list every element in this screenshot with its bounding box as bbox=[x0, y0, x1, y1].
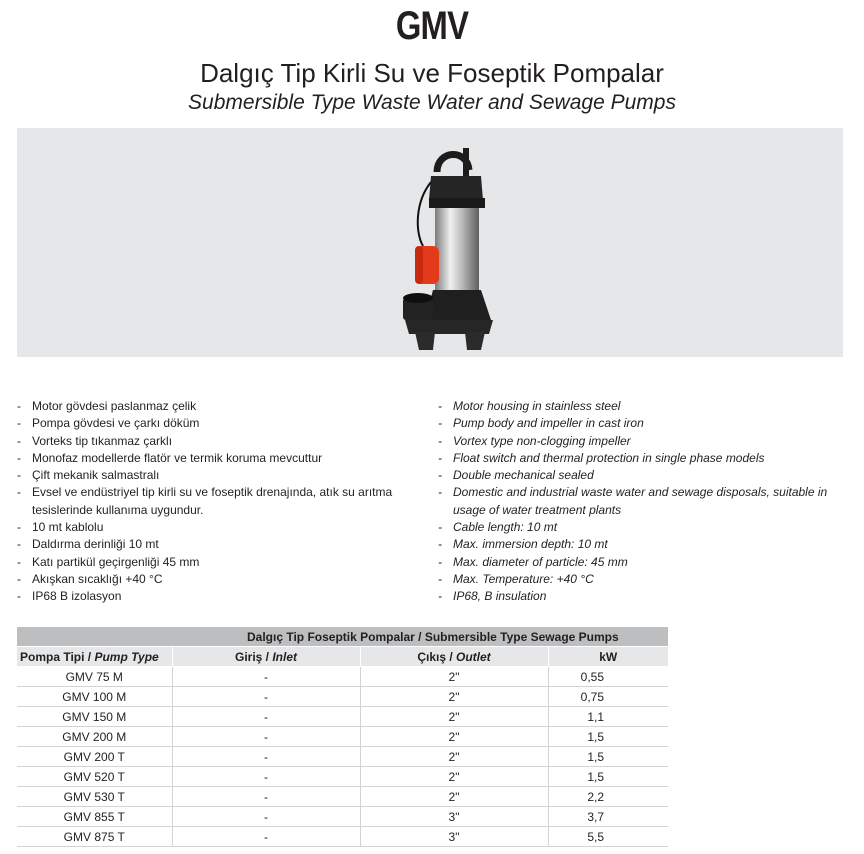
cell-kw: 3,7 bbox=[548, 807, 668, 827]
feature-item: - Motor housing in stainless steel bbox=[437, 398, 847, 415]
feature-item: - Daldırma derinliği 10 mt bbox=[16, 536, 411, 553]
cell-inlet: - bbox=[172, 747, 360, 767]
cell-pump-type: GMV 150 M bbox=[17, 707, 172, 727]
cell-pump-type: GMV 520 T bbox=[17, 767, 172, 787]
cell-inlet: - bbox=[172, 827, 360, 847]
cell-kw: 2,2 bbox=[548, 787, 668, 807]
feature-item: - Katı partikül geçirgenliği 45 mm bbox=[16, 554, 411, 571]
pump-image bbox=[385, 142, 505, 352]
product-photo-panel bbox=[17, 128, 843, 357]
feature-item: - Akışkan sıcaklığı +40 °C bbox=[16, 571, 411, 588]
cell-outlet: 2" bbox=[360, 787, 548, 807]
cell-kw: 0,75 bbox=[548, 687, 668, 707]
cell-kw: 1,5 bbox=[548, 767, 668, 787]
cell-inlet: - bbox=[172, 667, 360, 687]
cell-inlet: - bbox=[172, 787, 360, 807]
subtitle-turkish: Dalgıç Tip Kirli Su ve Foseptik Pompalar bbox=[200, 58, 664, 88]
feature-item: - Cable length: 10 mt bbox=[437, 519, 847, 536]
cell-pump-type: GMV 200 T bbox=[17, 747, 172, 767]
feature-item: - Domestic and industrial waste water and sewage disposals, suitable in usage of water treatment plants bbox=[437, 484, 847, 519]
table-row bbox=[17, 667, 668, 687]
cell-kw: 0,55 bbox=[548, 667, 668, 687]
column-header-inlet: Giriş / Inlet bbox=[172, 647, 360, 667]
cell-pump-type: GMV 855 T bbox=[17, 807, 172, 827]
spec-table bbox=[17, 627, 668, 847]
feature-item: - Pump body and impeller in cast iron bbox=[437, 415, 847, 432]
features-list-turkish bbox=[16, 398, 411, 606]
feature-item: - Vorteks tip tıkanmaz çarklı bbox=[16, 433, 411, 450]
cell-outlet: 2" bbox=[360, 707, 548, 727]
column-header-pump-type: Pompa Tipi / Pump Type bbox=[17, 647, 172, 667]
cell-kw: 1,5 bbox=[548, 727, 668, 747]
feature-item: - 10 mt kablolu bbox=[16, 519, 411, 536]
feature-item: - Evsel ve endüstriyel tip kirli su ve foseptik drenajında, atık su arıtma tesislerinde kullanıma uygundur. bbox=[16, 484, 411, 519]
feature-item: - Çift mekanik salmastralı bbox=[16, 467, 411, 484]
cell-inlet: - bbox=[172, 687, 360, 707]
cell-outlet: 2" bbox=[360, 667, 548, 687]
cell-kw: 5,5 bbox=[548, 827, 668, 847]
cell-pump-type: GMV 100 M bbox=[17, 687, 172, 707]
table-row bbox=[17, 687, 668, 707]
cell-outlet: 3" bbox=[360, 807, 548, 827]
table-row bbox=[17, 707, 668, 727]
cell-outlet: 2" bbox=[360, 767, 548, 787]
subtitle-english: Submersible Type Waste Water and Sewage Pumps bbox=[188, 91, 676, 114]
cell-outlet: 2" bbox=[360, 747, 548, 767]
feature-item: - Max. immersion depth: 10 mt bbox=[437, 536, 847, 553]
feature-item: - Max. diameter of particle: 45 mm bbox=[437, 554, 847, 571]
feature-item: - Double mechanical sealed bbox=[437, 467, 847, 484]
feature-item: - IP68, B insulation bbox=[437, 588, 847, 605]
page-title: GMV bbox=[395, 4, 469, 48]
cell-kw: 1,1 bbox=[548, 707, 668, 727]
table-row bbox=[17, 767, 668, 787]
cell-inlet: - bbox=[172, 767, 360, 787]
cell-pump-type: GMV 200 M bbox=[17, 727, 172, 747]
feature-item: - Pompa gövdesi ve çarkı döküm bbox=[16, 415, 411, 432]
cell-inlet: - bbox=[172, 707, 360, 727]
cell-outlet: 2" bbox=[360, 727, 548, 747]
feature-item: - Vortex type non-clogging impeller bbox=[437, 433, 847, 450]
feature-item: - IP68 B izolasyon bbox=[16, 588, 411, 605]
cell-pump-type: GMV 875 T bbox=[17, 827, 172, 847]
table-row bbox=[17, 807, 668, 827]
table-title: Dalgıç Tip Foseptik Pompalar / Submersible Type Sewage Pumps bbox=[17, 627, 668, 647]
column-header-kw: kW bbox=[548, 647, 668, 667]
cell-inlet: - bbox=[172, 807, 360, 827]
column-header-outlet: Çıkış / Outlet bbox=[360, 647, 548, 667]
cell-pump-type: GMV 75 M bbox=[17, 667, 172, 687]
table-row bbox=[17, 827, 668, 847]
table-row bbox=[17, 747, 668, 767]
features-list-english bbox=[437, 398, 847, 606]
feature-item: - Motor gövdesi paslanmaz çelik bbox=[16, 398, 411, 415]
table-row bbox=[17, 787, 668, 807]
cell-pump-type: GMV 530 T bbox=[17, 787, 172, 807]
cell-inlet: - bbox=[172, 727, 360, 747]
feature-item: - Float switch and thermal protection in single phase models bbox=[437, 450, 847, 467]
feature-item: - Max. Temperature: +40 °C bbox=[437, 571, 847, 588]
cell-outlet: 3" bbox=[360, 827, 548, 847]
feature-item: - Monofaz modellerde flatör ve termik koruma mevcuttur bbox=[16, 450, 411, 467]
cell-outlet: 2" bbox=[360, 687, 548, 707]
table-row bbox=[17, 727, 668, 747]
cell-kw: 1,5 bbox=[548, 747, 668, 767]
